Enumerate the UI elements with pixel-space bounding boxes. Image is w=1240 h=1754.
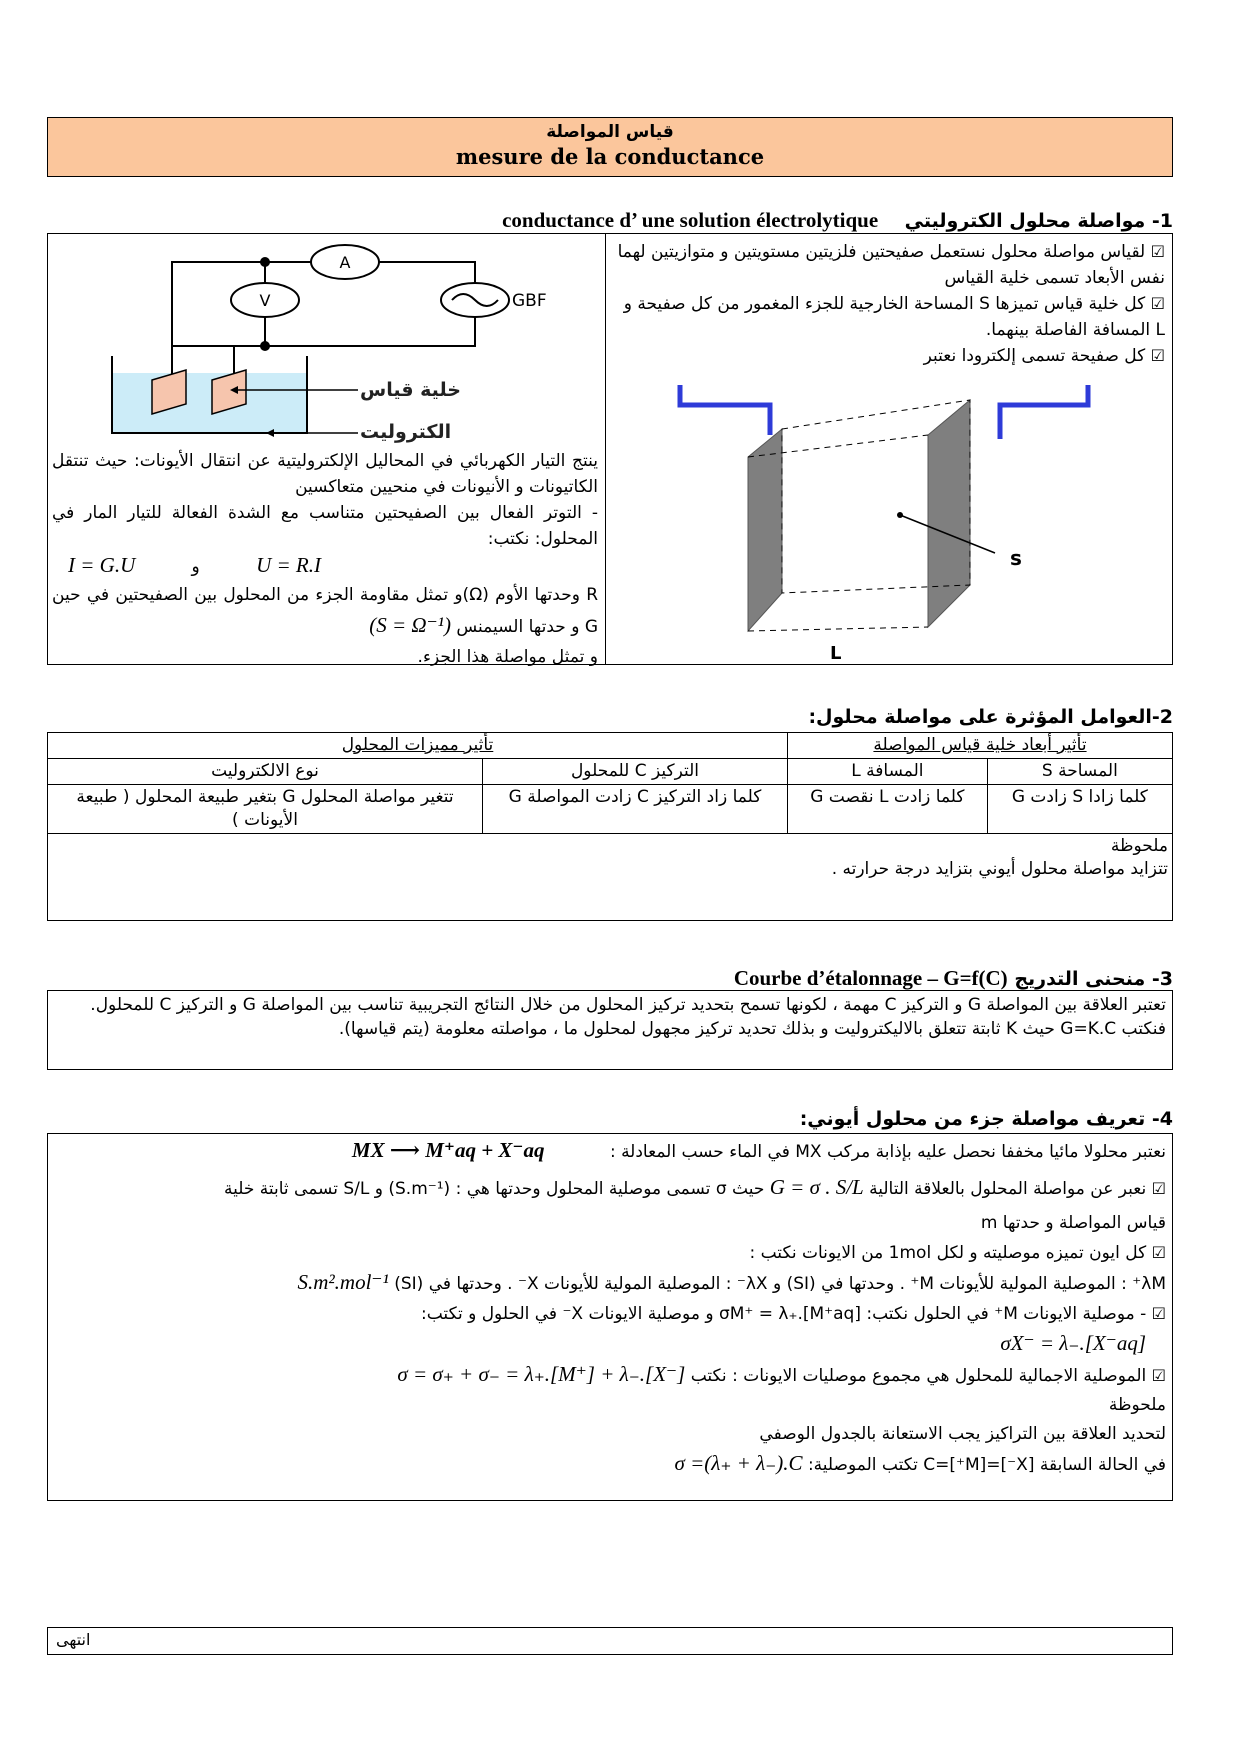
checkbox-icon: ☑ — [1150, 242, 1165, 261]
s1-heading: 1- مواصلة محلول الكتروليتي conductance d’ une solution électrolytique — [502, 208, 1173, 232]
s4-line5: λM⁺ : الموصلية المولية للأيونات M⁺ . وحدتها في (SI) و λX⁻ : الموصلية المولية للأيونات X⁻ . وحدتها في (SI) S.m².mol⁻¹ — [297, 1270, 1166, 1294]
plate-left — [748, 429, 782, 631]
checkbox-icon: ☑ — [1150, 294, 1165, 313]
circuit-diagram — [100, 236, 600, 446]
molar-conductivity-unit: S.m².mol⁻¹ — [297, 1270, 389, 1294]
title-box — [47, 117, 1173, 177]
s1-bullet-3: ☑ كل صفيحة تسمى إلكترودا نعتبر — [923, 346, 1165, 366]
s1-para2: - التوتر الفعال بين الصفيحتين متناسب مع الشدة الفعالة للتيار المار في المحلول: نكتب: — [52, 503, 598, 549]
siemens-unit: (S = Ω⁻¹) — [369, 613, 451, 637]
checkbox-icon: ☑ — [1151, 1304, 1166, 1323]
s1-bullet-2: ☑ كل خلية قياس تميزها S المساحة الخارجية للجزء المغمور من كل صفيحة و L المسافة الفاصلة بينهما. — [623, 294, 1165, 340]
group-cell-dimensions: تأثير أبعاد خلية قياس المواصلة — [873, 735, 1087, 755]
s3-box — [47, 990, 1173, 1070]
s4-line8: ☑ الموصلية الاجمالية للمحلول هي مجموع موصليات الايونات : نكتب σ = σ₊ + σ₋ = λ₊.[M⁺] + λ₋.[X⁻] — [397, 1362, 1166, 1386]
s4-heading: 4- تعريف مواصلة جزء من محلول أيوني: — [799, 1108, 1173, 1130]
footer-box — [47, 1627, 1173, 1655]
s3-heading: 3- منحنى التدريج Courbe d’étalonnage – G=f(C) — [733, 966, 1173, 990]
checkbox-icon: ☑ — [1150, 346, 1165, 365]
label-measurement-cell: خلية قياس — [360, 379, 461, 401]
s1-para1: ينتج التيار الكهربائي في المحاليل الإلكتروليتية عن انتقال الأيونات: حيث تنتقل الكاتيونات و الأنيونات في منحيين متعاكسين — [52, 451, 598, 497]
final-conductivity-eq: σ =(λ₊ + λ₋).C — [674, 1451, 803, 1475]
l-label: L — [830, 643, 842, 664]
s4-line9: لتحديد العلاقة بين التراكيز يجب الاستعانة بالجدول الوصفي — [759, 1424, 1166, 1444]
eq-u-ri: U = R.I — [256, 553, 321, 577]
total-conductivity-eq: σ = σ₊ + σ₋ = λ₊.[M⁺] + λ₋.[X⁻] — [397, 1362, 686, 1386]
s1-equations — [52, 552, 598, 580]
s2-note-title: ملحوظة — [1110, 836, 1168, 856]
s2-heading: 2-العوامل المؤثرة على مواصلة محلول: — [808, 706, 1173, 728]
s4-line3: قياس المواصلة و حدتها m — [980, 1213, 1166, 1233]
s4-line10: في الحالة السابقة [X⁻]=[M⁺]=C تكتب الموصلية: σ =(λ₊ + λ₋).C — [674, 1451, 1166, 1475]
plate-right — [928, 400, 970, 627]
checkbox-icon: ☑ — [1151, 1366, 1166, 1385]
ammeter-label: A — [339, 253, 351, 272]
checkbox-icon: ☑ — [1151, 1179, 1166, 1198]
label-electrolyte: الكتروليت — [360, 421, 452, 443]
title-ar: قياس المواصلة — [546, 122, 674, 142]
conductance-equation: G = σ . S/L — [769, 1175, 864, 1199]
s4-line2: ☑ نعبر عن مواصلة المحلول بالعلاقة التالية G = σ . S/L حيث σ تسمى موصلية المحلول وحدتها هي : (S.m⁻¹) و S/L تسمى ثابتة خلية — [223, 1175, 1166, 1199]
factors-table — [47, 732, 1173, 921]
s1-para3-line — [52, 580, 598, 642]
s4-line1: نعتبر محلولا مائيا مخففا نحصل عليه بإذابة مركب MX في الماء حسب المعادلة : MX ⟶ M⁺aq + X⁻aq — [351, 1138, 1166, 1162]
voltmeter-label: V — [259, 291, 271, 310]
s1-left-text — [52, 448, 598, 672]
table-row: المساحة S المسافة L التركيز C للمحلول نوع الالكتروليت — [48, 759, 1173, 785]
s4-box — [47, 1133, 1173, 1501]
s4-line6: ☑ - موصلية الايونات M⁺ في الحلول نكتب: σM⁺ = λ₊.[M⁺aq] و موصلية الايونات X⁻ في الحلول و تكتب: — [421, 1304, 1166, 1324]
eq-i-gu: I = G.U — [68, 553, 136, 577]
s-label: s — [1010, 546, 1022, 570]
cell-figure — [670, 375, 1150, 665]
dissolution-equation: MX ⟶ M⁺aq + X⁻aq — [351, 1138, 545, 1162]
footer-text: انتهى — [56, 1630, 91, 1649]
table-row: كلما زادا S زادت G كلما زادت L نقصت G كلما زاد التركيز C زادت المواصلة G تتغير مواصلة المحلول G بتغير طبيعة المحلول ( طبيعة الأيونات ) — [48, 785, 1173, 834]
s3-text: تعتبر العلاقة بين المواصلة G و التركيز C مهمة ، لكونها تسمح بتحديد تركيز المحلول من خلال النتائج التجريبية تناسب بين المواصلة G و التركيز C للمحلول. فنكتب G=K.C حيث K ثابتة تتعلق بالاليكتروليت و بذلك تحديد تركيز مجهول لمحلول ما ، مواصلته معلومة (يتم قياسها). — [90, 995, 1166, 1039]
s4-line7: σX⁻ = λ₋.[X⁻aq] — [1000, 1331, 1146, 1355]
s1-para3: R وحدتها الأوم (Ω)و تمثل مقاومة الجزء من المحلول بين الصفيحتين في حين G و حدتها السيمنس — [52, 585, 598, 637]
s1-para4: و تمثل مواصلة هذا الجزء. — [417, 647, 598, 667]
s1-bullets — [612, 239, 1165, 369]
group-solution: تأثير مميزات المحلول — [341, 735, 494, 755]
generator-label: GBF — [512, 291, 547, 311]
checkbox-icon: ☑ — [1151, 1243, 1166, 1262]
s4-line4: ☑ كل ايون تميزه موصليته و لكل 1mol من الايونات نكتب : — [749, 1243, 1166, 1263]
s1-bullet-1: ☑ لقياس مواصلة محلول نستعمل صفيحتين فلزيتين مستويتين و متوازيتين لهما نفس الأبعاد تسمى خلية القياس — [617, 242, 1165, 288]
and-word: و — [191, 557, 200, 577]
s4-note-title: ملحوظة — [1108, 1395, 1166, 1415]
title-fr: mesure de la conductance — [455, 144, 765, 169]
s2-note: تتزايد مواصلة محلول أيوني بتزايد درجة حرارته . — [831, 859, 1168, 879]
